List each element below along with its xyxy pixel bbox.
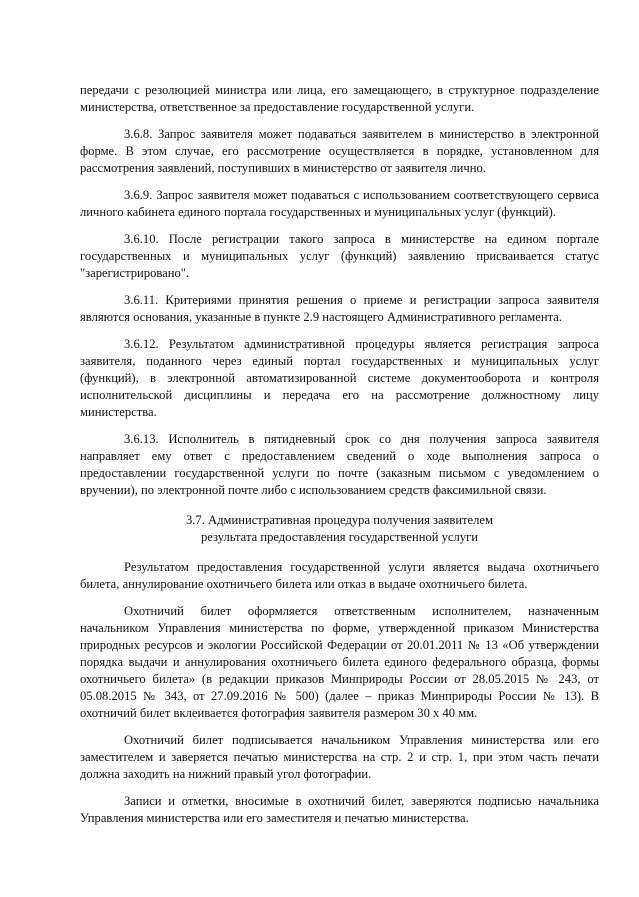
- paragraph-3-6-8: 3.6.8. Запрос заявителя может подаваться заявителем в министерство в электронной форме. В этом случае, его рассмотрение осуществляется в порядке, установленном для рассмотрения заявлений, поступивших в министерство от заявителя лично.: [80, 127, 599, 175]
- paragraph-ticket-records: Записи и отметки, вносимые в охотничий билет, заверяются подписью начальника Управления министерства или его заместителя и печатью министерства.: [80, 794, 599, 825]
- paragraph-continuation: передачи с резолюцией министра или лица, его замещающего, в структурное подразделение министерства, ответственное за предоставление государственной услуги.: [80, 83, 599, 114]
- section-heading-line-1: 3.7. Административная процедура получения заявителем: [185, 513, 493, 527]
- paragraph-3-6-10: 3.6.10. После регистрации такого запроса в министерстве на едином портале государственных и муниципальных услуг (функций) заявлению присваивается статус "зарегистрировано".: [80, 232, 599, 280]
- paragraph-ticket-signing: Охотничий билет подписывается начальником Управления министерства или его заместителем и заверяется печатью министерства на стр. 2 и стр. 1, при этом часть печати должна заходить на нижний правый угол фотографии.: [80, 733, 599, 781]
- document-body: [80, 82, 599, 837]
- paragraph-3-6-9: 3.6.9. Запрос заявителя может подаваться с использованием соответствующего сервиса личного кабинета единого портала государственных и муниципальных услуг (функций).: [80, 188, 599, 219]
- section-heading-line-2: результата предоставления государственной услуги: [200, 530, 479, 544]
- paragraph-ticket-issuance: Охотничий билет оформляется ответственным исполнителем, назначенным начальником Управления министерства по форме, утвержденной приказом Министерства природных ресурсов и экологии Российской Федерации от 20.01.2011 № 13 «Об утверждении порядка выдачи и аннулирования охотничьего билета единого федерального образца, формы охотничьего билета» (в редакции приказов Минприроды России от 28.05.2015 № 243, от 05.08.2015 № 343, от 27.09.2016 № 500) (далее – приказ Минприроды России № 13). В охотничий билет вклеивается фотография заявителя размером 30 х 40 мм.: [80, 604, 599, 720]
- paragraph-3-6-12: 3.6.12. Результатом административной процедуры является регистрация запроса заявителя, поданного через единый портал государственных и муниципальных услуг (функций), в электронной автоматизированной системе документооборота и контроля исполнительской дисциплины и передача его на рассмотрение должностному лицу министерства.: [80, 337, 599, 419]
- paragraph-3-6-13: 3.6.13. Исполнитель в пятидневный срок со дня получения запроса заявителя направляет ему ответ с предоставлением сведений о ходе выполнения запроса о предоставлении государственной услуги по почте (заказным письмом с уведомлением о вручении), по электронной почте либо с использованием средств факсимильной связи.: [80, 432, 599, 497]
- paragraph-3-6-11: 3.6.11. Критериями принятия решения о приеме и регистрации запроса заявителя являются основания, указанные в пункте 2.9 настоящего Административного регламента.: [80, 293, 599, 324]
- section-heading-3-7: [80, 512, 599, 546]
- paragraph-result: Результатом предоставления государственной услуги является выдача охотничьего билета, аннулирование охотничьего билета или отказ в выдаче охотничьего билета.: [80, 560, 599, 591]
